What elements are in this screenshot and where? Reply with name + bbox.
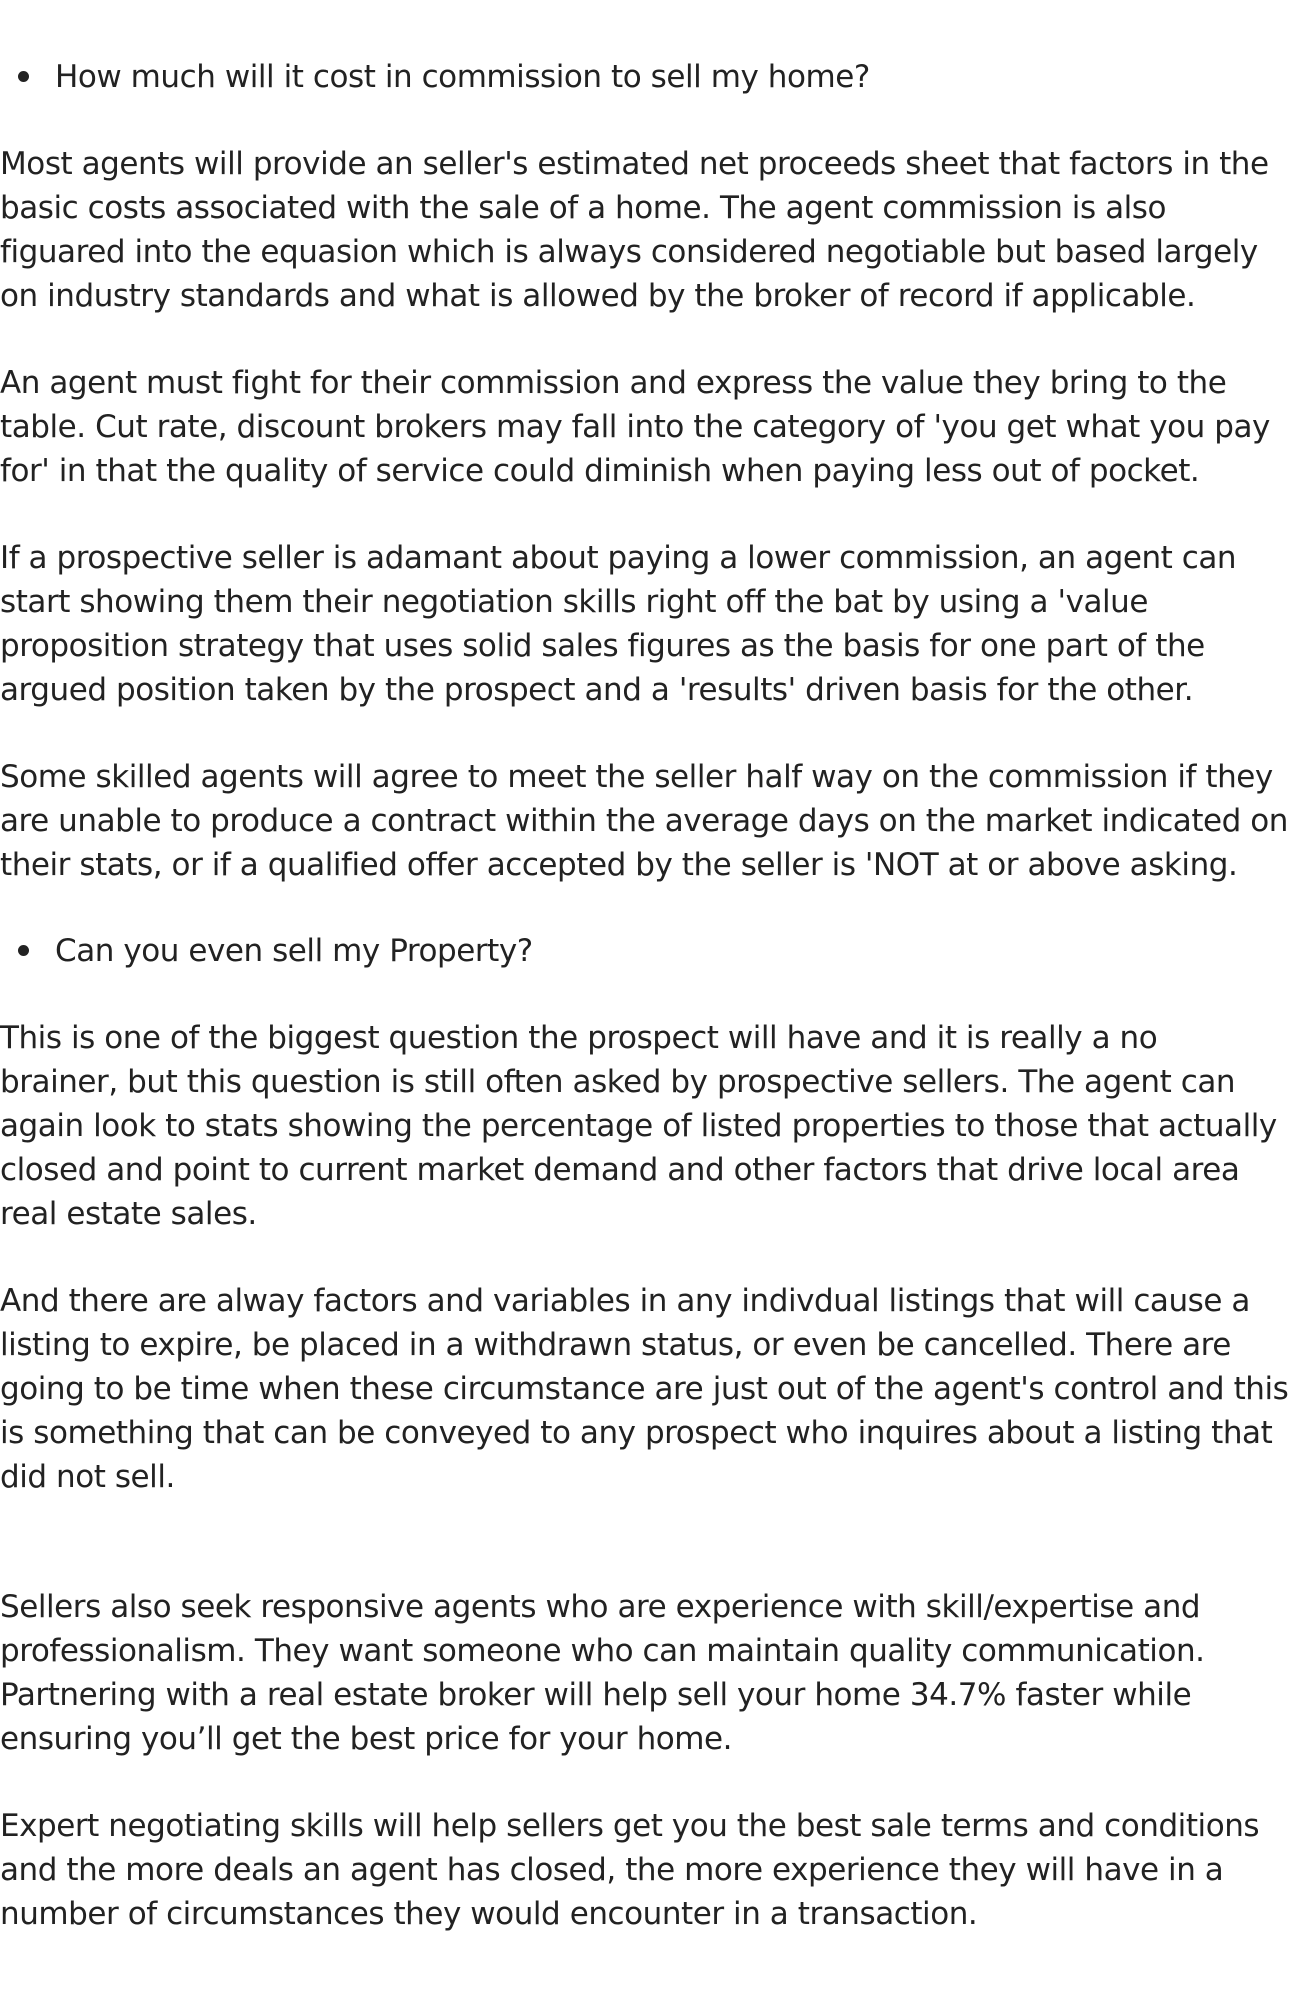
paragraph-factors-variables: And there are alway factors and variables in any indivdual listings that will cause a listing to expire, be placed in a withdrawn status, or even be cancelled. There are going to be time when these circumstance are just out of the agent's control and this is something that can be conveyed to any prospect who inquires about a listing that did not sell. bbox=[0, 1283, 1289, 1495]
bullet-icon bbox=[18, 945, 29, 956]
bullet-icon bbox=[18, 71, 29, 82]
bullet-text: How much will it cost in commission to sell my home? bbox=[55, 59, 870, 95]
paragraph-half-way: Some skilled agents will agree to meet the seller half way on the commission if they are unable to produce a contract within the average days on the market indicated on their stats, or if a qualified offer accepted by the seller is 'NOT at or above asking. bbox=[0, 759, 1289, 883]
paragraph-biggest-question: This is one of the biggest question the prospect will have and it is really a no brainer, but this question is still often asked by prospective sellers. The agent can again look to stats showing the percentage of listed properties to those that actually closed and point to current market demand and other factors that drive local area real estate sales. bbox=[0, 1020, 1277, 1232]
paragraph-lower-commission: If a prospective seller is adamant about paying a lower commission, an agent can start showing them their negotiation skills right off the bat by using a 'value proposition strategy that uses solid sales figures as the basis for one part of the argued position taken by the prospect and a 'results' driven basis for the other. bbox=[0, 540, 1237, 708]
paragraph-net-proceeds: Most agents will provide an seller's estimated net proceeds sheet that factors in the basic costs associated with the sale of a home. The agent commission is also figuared into the equasion which is always considered negotiable but based largely on industry standards and what is allowed by the broker of record if applicable. bbox=[0, 146, 1269, 314]
paragraph-fight-for-commission: An agent must fight for their commission and express the value they bring to the table. Cut rate, discount brokers may fall into the category of 'you get what you pay for' in that the quality of service could diminish when paying less out of pocket. bbox=[0, 365, 1270, 489]
paragraph-responsive-agents: Sellers also seek responsive agents who are experience with skill/expertise and professionalism. They want someone who can maintain quality communication. Partnering with a real estate broker will help sell your home 34.7% faster while ensuring you’ll get the best price for your home. bbox=[0, 1589, 1205, 1757]
paragraph-negotiating-skills: Expert negotiating skills will help sellers get you the best sale terms and conditions and the more deals an agent has closed, the more experience they will have in a number of circumstances they would encounter in a transaction. bbox=[0, 1808, 1260, 1932]
bullet-text: Can you even sell my Property? bbox=[55, 933, 533, 969]
